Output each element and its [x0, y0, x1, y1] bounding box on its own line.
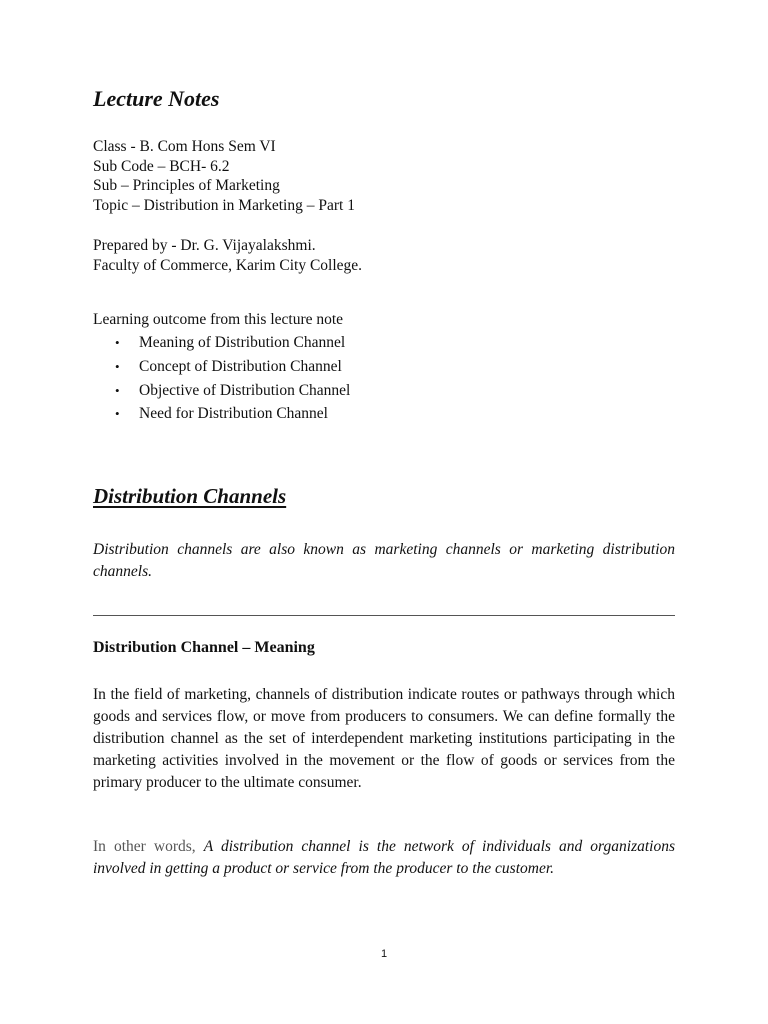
page-number: 1	[380, 948, 388, 960]
definition-text: A distribution channel is the network of individuals and organizations involved in getting a product or service from the producer to the customer.	[93, 838, 676, 877]
definition-lead: In other words,	[93, 838, 196, 855]
list-item	[93, 357, 350, 381]
learning-outcome-intro: Learning outcome from this lecture note	[93, 311, 344, 328]
prepared-by-line: Prepared by - Dr. G. Vijayalakshmi.	[93, 237, 316, 254]
class-line: Class - B. Com Hons Sem VI	[93, 138, 276, 155]
outcome-text: Need for Distribution Channel	[139, 405, 328, 423]
sub-code-line: Sub Code – BCH- 6.2	[93, 157, 230, 175]
course-meta	[93, 137, 355, 216]
bullet-icon: •	[115, 406, 120, 422]
bullet-icon: •	[115, 358, 120, 374]
list-item	[93, 404, 350, 428]
outcome-text: Objective of Distribution Channel	[139, 381, 351, 399]
list-item	[93, 381, 350, 405]
list-item	[93, 333, 350, 357]
meaning-paragraph: In the field of marketing, channels of distribution indicate routes or pathways through which goods and services flow, or move from producers to consumers. We can define formally the distribution channel as the set of interdependent marketing institutions participating in the marketing activities involved in the movement or the flow of goods or services from the primary producer to the ultimate consumer.	[93, 686, 675, 791]
meaning-heading: Distribution Channel – Meaning	[93, 639, 315, 656]
subject-line: Sub – Principles of Marketing	[93, 177, 280, 195]
section-intro: Distribution channels are also known as marketing channels or marketing distribution channels.	[93, 541, 675, 580]
definition-paragraph	[93, 836, 675, 880]
outcome-text: Meaning of Distribution Channel	[139, 334, 346, 351]
document-title: Lecture Notes	[93, 86, 220, 111]
author-block	[93, 236, 362, 275]
horizontal-divider	[93, 615, 675, 616]
faculty-line: Faculty of Commerce, Karim City College.	[93, 256, 363, 274]
section-title: Distribution Channels	[93, 484, 287, 508]
topic-line: Topic – Distribution in Marketing – Part 1	[93, 197, 355, 215]
bullet-icon: •	[115, 382, 120, 398]
bullet-icon: •	[115, 335, 120, 350]
learning-outcome-list	[93, 333, 350, 428]
outcome-text: Concept of Distribution Channel	[139, 357, 342, 375]
